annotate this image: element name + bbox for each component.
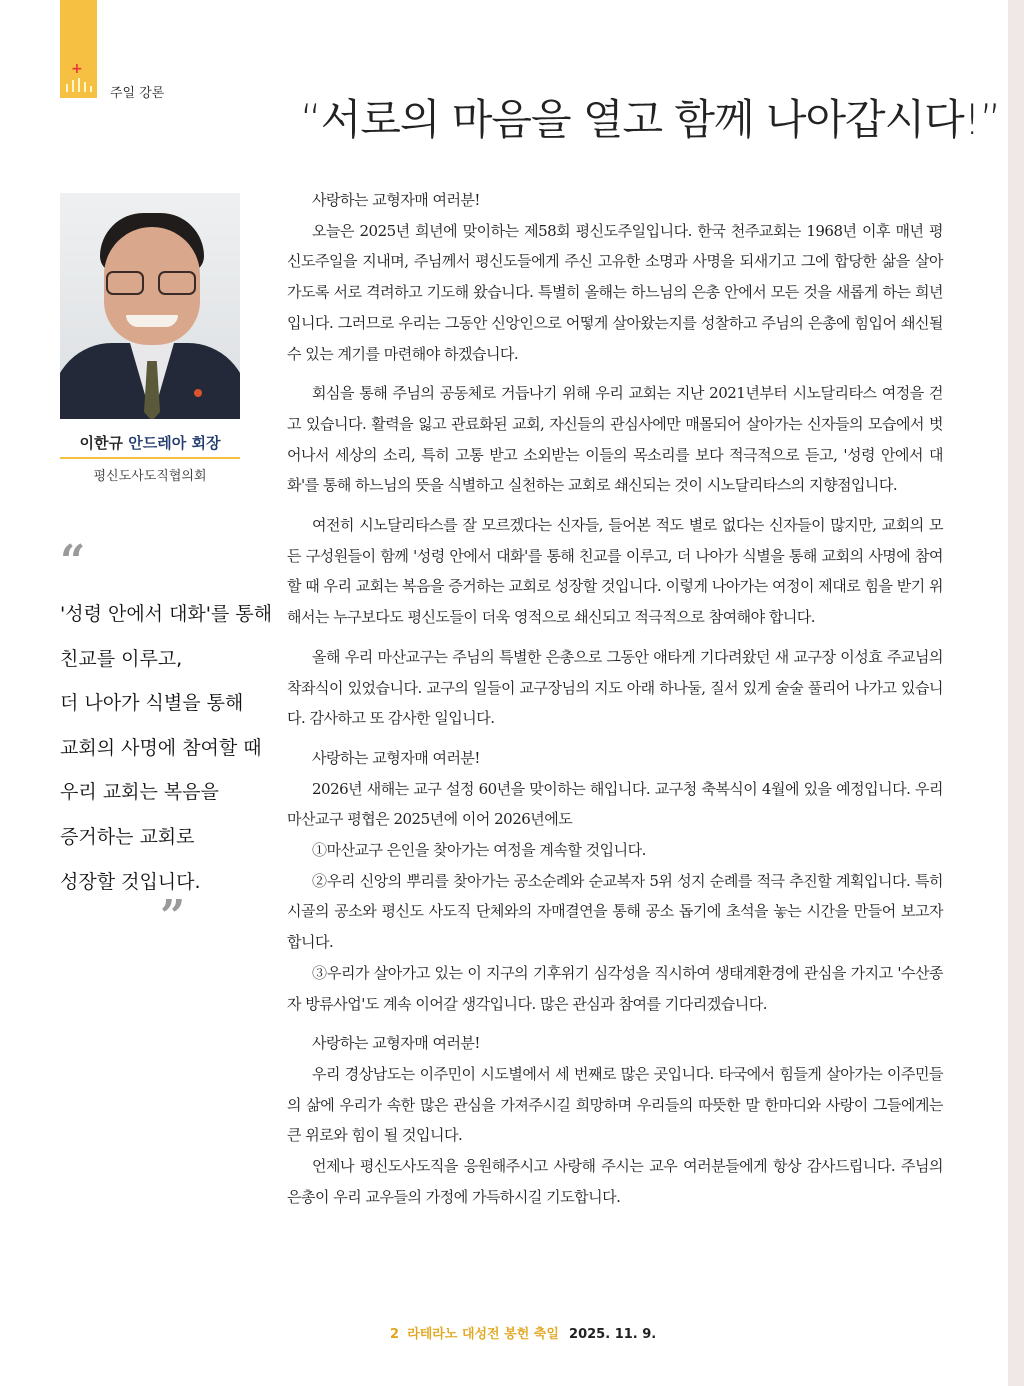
- pull-quote-line: 교회의 사명에 참여할 때: [60, 736, 262, 759]
- author-name: [60, 432, 240, 453]
- close-quote-icon: ”: [160, 891, 186, 942]
- body-paragraph: 여전히 시노달리타스를 잘 모르겠다는 신자들, 들어본 적도 별로 없다는 신자들이 많지만, 교회의 모든 구성원들이 함께 '성령 안에서 대화'를 통해 친교를 이루고, 더 나아가 식별을 통해 교회의 사명에 참여할 때 우리 교회는 복음을 증거하는 교회로 성장할 것입니다. 이렇게 나아가는 여정이 제대로 힘을 받기 위해서는 누구보다도 평신도들이 더욱 영적으로 쇄신되고 적극적으로 참여해야 합니다.: [287, 516, 943, 627]
- body-paragraph: 우리 경상남도는 이주민이 시도별에서 세 번째로 많은 곳입니다. 타국에서 힘들게 살아가는 이주민들의 삶에 우리가 속한 많은 관심을 가져주시길 희망하며 우리들의 따뜻한 말 한마디와 사랑이 그들에게는 큰 위로와 힘이 될 것입니다.: [287, 1064, 943, 1145]
- open-quote-icon: “: [60, 536, 86, 587]
- section-label: 주일 강론: [110, 86, 165, 101]
- candles-icon: [66, 78, 92, 92]
- body-paragraph: 오늘은 2025년 희년에 맞이하는 제58회 평신도주일입니다. 한국 천주교회는 1968년 이후 매년 평신도주일을 지내며, 주님께서 평신도들에게 주신 고유한 소명과 사명을 되새기고 그에 합당한 삶을 살아가도록 서로 격려하고 기도해 왔습니다. 특별히 올해는 하느님의 은총 안에서 모든 것을 새롭게 하는 희년입니다. 그러므로 우리는 그동안 신앙인으로 어떻게 살아왔는지를 성찰하고 주님의 은총에 힘입어 쇄신될 수 있는 계기를 마련해야 하겠습니다.: [287, 221, 943, 363]
- pull-quote-line: 친교를 이루고,: [60, 647, 183, 670]
- author-photo: [60, 193, 240, 419]
- article-body: [287, 185, 943, 1213]
- body-paragraph: 언제나 평신도사도직을 응원해주시고 사랑해 주시는 교우 여러분들에게 항상 감사드립니다. 주님의 은총이 우리 교우들의 가정에 가득하시길 기도합니다.: [287, 1157, 943, 1206]
- body-paragraph: 올해 우리 마산교구는 주님의 특별한 은총으로 그동안 애타게 기다려왔던 새 교구장 이성효 주교님의 착좌식이 있었습니다. 교구의 일들이 교구장님의 지도 아래 하나둘, 질서 있게 술술 풀리어 나가고 있습니다. 감사하고 또 감사한 일입니다.: [287, 647, 943, 728]
- pull-quote-line: '성령 안에서 대화'를 통해: [60, 603, 273, 625]
- issue-date: 2025. 11. 9.: [569, 1327, 657, 1342]
- pull-quote-line: 증거하는 교회로: [60, 825, 195, 848]
- page-edge: [1008, 0, 1024, 1386]
- page-title: “서로의 마음을 열고 함께 나아갑시다!”: [300, 95, 1001, 144]
- author-organization: 평신도사도직협의회: [93, 469, 207, 484]
- body-paragraph: 사랑하는 교형자매 여러분!: [312, 1034, 480, 1053]
- body-paragraph: ③우리가 살아가고 있는 이 지구의 기후위기 심각성을 직시하여 생태계환경에 관심을 가지고 '수산종자 방류사업'도 계속 이어갈 생각입니다. 많은 관심과 참여를 기다리겠습니다.: [287, 963, 943, 1013]
- author-divider: [60, 457, 240, 459]
- body-paragraph: 회심을 통해 주님의 공동체로 거듭나기 위해 우리 교회는 지난 2021년부터 시노달리타스 여정을 걷고 있습니다. 활력을 잃고 관료화된 교회, 자신들의 관심사에만 매몰되어 살아가는 신자들의 모습에서 벗어나서 세상의 소리, 특히 고통 받고 소외받는 이들의 목소리를 보다 적극적으로 듣고, '성령 안에서 대화'를 통해 하느님의 뜻을 식별하고 실천하는 교회로 쇄신되는 것이 시노달리타스의 지향점입니다.: [287, 384, 943, 495]
- pull-quote: [60, 592, 273, 904]
- body-paragraph: ①마산교구 은인을 찾아가는 여정을 계속할 것입니다.: [312, 841, 646, 860]
- issue-title: 라테라노 대성전 봉헌 축일: [407, 1327, 559, 1342]
- cross-icon: +: [71, 61, 83, 77]
- body-paragraph: 사랑하는 교형자매 여러분!: [312, 191, 480, 209]
- body-paragraph: 2026년 새해는 교구 설정 60년을 맞이하는 해입니다. 교구청 축복식이 4월에 있을 예정입니다. 우리 마산교구 평협은 2025년에 이어 2026년에도: [287, 779, 943, 829]
- body-paragraph: 사랑하는 교형자매 여러분!: [312, 748, 480, 767]
- pull-quote-line: 성장할 것입니다.: [60, 870, 201, 893]
- page-number: 2: [390, 1327, 400, 1342]
- author-name-text: 이한규: [79, 434, 124, 452]
- pull-quote-line: 더 나아가 식별을 통해: [60, 692, 244, 715]
- pull-quote-line: 우리 교회는 복음을: [60, 781, 219, 804]
- page-footer: [390, 1323, 656, 1342]
- body-paragraph: ②우리 신앙의 뿌리를 찾아가는 공소순례와 순교복자 5위 성지 순례를 적극 추진할 계획입니다. 특히 시골의 공소와 평신도 사도직 단체와의 자매결연을 통해 공소 돕기에 초석을 놓는 시간을 만들어 보고자합니다.: [287, 871, 943, 952]
- author-title: 안드레아 회장: [128, 434, 221, 452]
